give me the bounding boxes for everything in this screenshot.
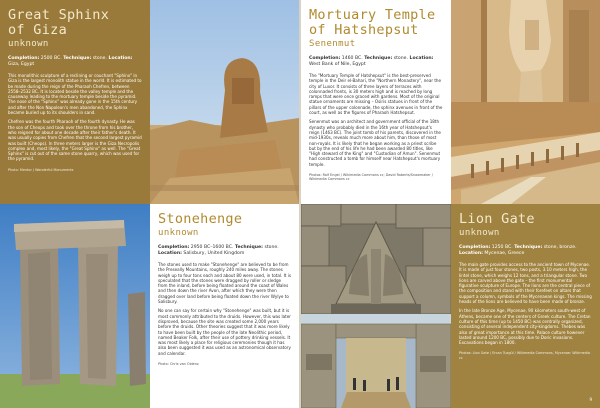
stonehenge-body-paragraph: The stones used to make "Stonehenge" are believed to be from the Preseally Mountains, roughly 240 miles away. The stones weigh up to four tons each and about 80 were used, in total. It is speculated that the stones were dragged by roller or sledge from the inland, before being floated around the coast of Wales and then down the river Avon, after which they were then dragged over land before being floated down the river Wylye to Salisbury. xyxy=(158,262,291,305)
stonehenge-meta xyxy=(158,245,291,257)
meta-label: Location: xyxy=(407,56,434,61)
meta-label: Completion: xyxy=(8,56,40,61)
lion-gate-relief-photo xyxy=(301,204,451,314)
sphinx-title-line1: Great Sphinx xyxy=(8,7,110,23)
stonehenge-text-panel xyxy=(150,204,299,408)
meta-label: Technique: xyxy=(233,245,263,250)
stonehenge-photo xyxy=(0,204,150,408)
meta-value: stone, bronze. xyxy=(542,245,577,250)
stonehenge-title: Stonehenge xyxy=(158,211,243,227)
meta-value: 2950 BC–1600 BC. xyxy=(189,245,234,250)
sphinx-body-paragraph: Chefren was the fourth Pharaoh of the fourth dynasty. He was the son of Cheops and took over the throne from his brother, who reigned for about one decade after their father's death. It was usually copies from Chefren that the second largest pyramid was built (Cheops). In three meters larger is the Giza Necropolis complex and, most likely, the "Great Sphinx" as well. The "Great Sphinx" is cut out of the same stone quarry, which was used for the pyramid. xyxy=(8,119,142,162)
stonehenge-body-paragraph: No one can say for certain why "Stonehenge" was built, but it is most commonly attributed to the druids. However, this was later disproved, because the site was created some 2,000 years before the druids. Other theories suggest that it was more likely to have been built by the people of the late Neolithic period, named Beaker Folk, after their use of pottery drinking vessels. It was most likely a place for religious ceremonies though it has also been suggested it was used as an astronomical observatory and calendar. xyxy=(158,308,291,356)
meta-value: Giza, Egypt xyxy=(8,62,35,67)
meta-label: Completion: xyxy=(459,245,491,250)
meta-value: West Bank of Nile, Egypt xyxy=(309,62,366,67)
page-number: 9 xyxy=(589,397,592,402)
meta-label: Technique: xyxy=(362,56,393,61)
hatshepsut-statue-photo xyxy=(451,0,600,102)
meta-value: 1250 BC. xyxy=(490,245,513,250)
meta-value: 2500 BC. xyxy=(39,56,62,61)
meta-label: Location: xyxy=(158,251,182,256)
hatshepsut-meta xyxy=(309,56,443,68)
lion-gate-entrance-photo xyxy=(301,314,451,408)
meta-value: 1460 BC. xyxy=(340,56,363,61)
lion-gate-photo-credit: Photos: Lion Gate / Ercan Tuzgül / Wikimedia Commons, Mycenae: Wikimedia cc xyxy=(459,351,590,360)
stonehenge-photo-credit: Photo: Chris van Oldenz xyxy=(158,362,199,367)
hatshepsut-temple-photo xyxy=(451,102,600,204)
lion-gate-meta xyxy=(459,245,592,257)
sphinx-photo-credit: Photo: Mentor / Wonderful Monuments xyxy=(8,167,74,172)
hatshepsut-text-panel xyxy=(301,0,451,204)
meta-label: Location: xyxy=(106,56,133,61)
meta-value: Salisbury, United Kingdom xyxy=(181,251,245,256)
meta-value: Mycenae, Greece xyxy=(482,251,525,256)
hatshepsut-photo-credit: Photos: Rolf Engel / Wikimedia Commons cc; David Roberts/Snowmaker / Wikimedia Commons cc xyxy=(309,173,433,182)
meta-label: Completion: xyxy=(309,56,341,61)
hatshepsut-title xyxy=(309,8,443,38)
sphinx-body-paragraph: This monolithic sculpture of a reclining or couchant "Sphinx" in Giza is the largest monolith statue in the world. It is estimated to be made during the reign of the Pharaoh Chefren, between 2558–2532 BC. It is located beside the valley temple and the causeway leading to the mortuary temple beside the pyramid. The nose of the "Sphinx" was already gone in the 15th century and after the Non Napoleon's men abandoned, the Sphinx became buried up to its shoulders in sand. xyxy=(8,73,142,116)
sphinx-title-line2: of Giza xyxy=(8,22,67,38)
lion-gate-title: Lion Gate xyxy=(459,211,535,227)
sphinx-meta xyxy=(8,56,142,68)
lion-gate-body-paragraph: In the late Bronze Age, Mycenae, 90 kilometers south-west of Athens, became one of the centers of Greek culture. The Cretan culture of this time (up to 1450 BC) was centrally organized, consisting of several independent city-kingdoms. Thebes was also of great importance at this time. Palace culture however lasted around 1200 BC, possibly due to Doric invasions. Excavations began in 1800. xyxy=(459,308,591,346)
meta-label: Completion: xyxy=(158,245,190,250)
stonehenge-subtitle: unknown xyxy=(158,228,199,238)
left-page xyxy=(0,0,299,408)
hatshepsut-title-line1: Mortuary Temple xyxy=(309,7,436,23)
lion-gate-subtitle: unknown xyxy=(459,228,500,238)
meta-value: stone. xyxy=(91,56,107,61)
right-page xyxy=(301,0,600,408)
hatshepsut-title-line2: of Hatshepsut xyxy=(309,22,419,38)
sphinx-photo xyxy=(150,0,299,204)
sphinx-subtitle: unknown xyxy=(8,39,49,49)
lion-gate-text-panel xyxy=(451,204,600,408)
meta-value: stone. xyxy=(392,56,408,61)
sphinx-title xyxy=(8,8,142,38)
hatshepsut-body-paragraph: Senenmut was an architect and government official of the 18th dynasty who probably died in the 16th year of Hatshepsut's reign (1463 BC). The joint tomb of his parents, discovered in the mid-1930s, reveals much more about him, than those of most non-royals. It is likely that he began working as a priest scribe but by the end of his life he had been awarded 80 titles, like "High steward of the King" and "Custodian of Amun". Senenmut had constructed a tomb for himself near Hatshepsut's mortuary temple. xyxy=(309,119,441,167)
lion-gate-body-paragraph: The main gate provides access to the ancient town of Mycenae. It is made of just four stones, two posts, 3.10 meters high, the lintel stone, which weighs 12 tons, and a triangular stone. Two lions are carved above the gate – the first monumental figurative sculpture of Europe. The lions are the central piece of the composition and stand with their forefeet on altars that support a column, symbols of the Mycenaean kings. The missing heads of the lions are believed to have been made of bronze. xyxy=(459,262,592,305)
meta-label: Technique: xyxy=(512,245,543,250)
meta-label: Location: xyxy=(459,251,483,256)
hatshepsut-body-paragraph: The "Mortuary Temple of Hatshepsut" is the best-preserved temple in the Deir el-Bahari, the "Northern Monastery", near the city of Luxor. It consists of three layers of terraces with colonnaded fronts, is 30 meters high and is reached by long ramps that were once graced with gardens. Most of the original statue ornaments are missing – Osiris statues in front of the pillars of the upper colonnade, the sphinx avenues in front of the court, as well as the figures of Pharaoh Hatshepsut. xyxy=(309,73,443,116)
sphinx-text-panel xyxy=(0,0,150,204)
meta-value: stone. xyxy=(263,245,279,250)
meta-label: Technique: xyxy=(61,56,92,61)
hatshepsut-subtitle: Senenmut xyxy=(309,39,356,49)
